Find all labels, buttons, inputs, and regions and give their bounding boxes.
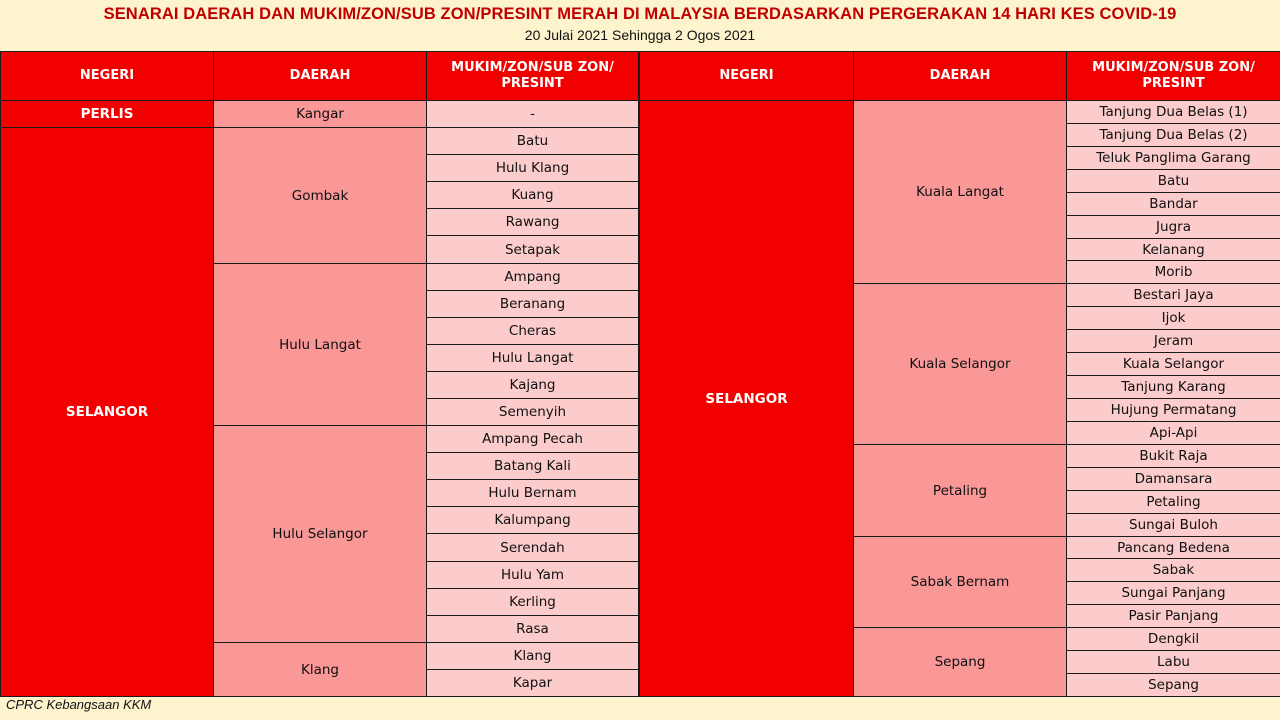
mukim-kalumpang: Kalumpang — [426, 506, 639, 534]
mukim-kuala-selangor: Kuala Selangor — [1066, 352, 1280, 376]
district-hulu-langat: Hulu Langat — [213, 263, 427, 426]
right-state-selangor: SELANGOR — [639, 100, 854, 697]
mukim-pancang-bedena: Pancang Bedena — [1066, 536, 1280, 559]
mukim-ampang-pecah: Ampang Pecah — [426, 425, 639, 453]
mukim-hujung-permatang: Hujung Permatang — [1066, 398, 1280, 422]
mukim-tanjung-dua-belas-1: Tanjung Dua Belas (1) — [1066, 100, 1280, 124]
right-header-daerah: DAERAH — [853, 51, 1067, 101]
district-kuala-selangor: Kuala Selangor — [853, 283, 1067, 445]
right-header-negeri: NEGERI — [639, 51, 854, 101]
page-title: SENARAI DAERAH DAN MUKIM/ZON/SUB ZON/PRESINT MERAH DI MALAYSIA BERDASARKAN PERGERAKAN 14 HARI KES COVID-19 — [103, 5, 1177, 23]
date-range: 20 Julai 2021 Sehingga 2 Ogos 2021 — [524, 27, 756, 43]
left-state-perlis: PERLIS — [0, 100, 214, 128]
mukim-kerling: Kerling — [426, 588, 639, 616]
mukim-hulu-bernam: Hulu Bernam — [426, 479, 639, 507]
left-header-mukim: MUKIM/ZON/SUB ZON/ PRESINT — [426, 51, 639, 101]
mukim-sabak: Sabak — [1066, 558, 1280, 582]
mukim-sungai-panjang: Sungai Panjang — [1066, 581, 1280, 605]
mukim-rawang: Rawang — [426, 208, 639, 236]
mukim-bukit-raja: Bukit Raja — [1066, 444, 1280, 468]
district-sepang: Sepang — [853, 627, 1067, 697]
district-kuala-langat: Kuala Langat — [853, 100, 1067, 284]
mukim-beranang: Beranang — [426, 290, 639, 318]
mukim-cheras: Cheras — [426, 317, 639, 345]
mukim-kajang: Kajang — [426, 371, 639, 399]
mukim-rasa: Rasa — [426, 615, 639, 643]
mukim-hulu-langat: Hulu Langat — [426, 344, 639, 372]
mukim-bandar: Bandar — [1066, 192, 1280, 216]
left-state-selangor: SELANGOR — [0, 127, 214, 697]
mukim-tanjung-karang: Tanjung Karang — [1066, 375, 1280, 399]
mukim-batu: Batu — [426, 127, 639, 155]
mukim-ijok: Ijok — [1066, 306, 1280, 330]
right-header-mukim: MUKIM/ZON/SUB ZON/ PRESINT — [1066, 51, 1280, 101]
page-header — [0, 0, 1280, 50]
district-kangar: Kangar — [213, 100, 427, 128]
district-hulu-selangor: Hulu Selangor — [213, 425, 427, 643]
mukim-batu: Batu — [1066, 169, 1280, 193]
mukim-tanjung-dua-belas-2: Tanjung Dua Belas (2) — [1066, 123, 1280, 147]
footer-source: CPRC Kebangsaan KKM — [6, 697, 152, 712]
mukim-ampang: Ampang — [426, 263, 639, 291]
mukim-klang: Klang — [426, 642, 639, 670]
mukim-sungai-buloh: Sungai Buloh — [1066, 513, 1280, 537]
mukim-jeram: Jeram — [1066, 329, 1280, 353]
mukim-teluk-panglima-garang: Teluk Panglima Garang — [1066, 146, 1280, 170]
mukim-hulu-yam: Hulu Yam — [426, 561, 639, 589]
red-zone-table — [0, 51, 1280, 696]
mukim-kuang: Kuang — [426, 181, 639, 209]
left-header-daerah: DAERAH — [213, 51, 427, 101]
mukim-semenyih: Semenyih — [426, 398, 639, 426]
mukim-none: - — [426, 100, 639, 128]
mukim-batang-kali: Batang Kali — [426, 452, 639, 480]
mukim-setapak: Setapak — [426, 235, 639, 264]
district-petaling: Petaling — [853, 444, 1067, 537]
mukim-damansara: Damansara — [1066, 467, 1280, 491]
district-gombak: Gombak — [213, 127, 427, 264]
district-klang: Klang — [213, 642, 427, 697]
mukim-hulu-klang: Hulu Klang — [426, 154, 639, 182]
mukim-kelanang: Kelanang — [1066, 238, 1280, 261]
mukim-petaling: Petaling — [1066, 490, 1280, 514]
district-sabak-bernam: Sabak Bernam — [853, 536, 1067, 628]
mukim-serendah: Serendah — [426, 533, 639, 562]
left-header-negeri: NEGERI — [0, 51, 214, 101]
mukim-jugra: Jugra — [1066, 215, 1280, 239]
mukim-kapar: Kapar — [426, 669, 639, 697]
mukim-sepang: Sepang — [1066, 673, 1280, 697]
mukim-pasir-panjang: Pasir Panjang — [1066, 604, 1280, 628]
mukim-api-api: Api-Api — [1066, 421, 1280, 445]
mukim-morib: Morib — [1066, 260, 1280, 284]
mukim-bestari-jaya: Bestari Jaya — [1066, 283, 1280, 307]
mukim-dengkil: Dengkil — [1066, 627, 1280, 651]
mukim-labu: Labu — [1066, 650, 1280, 674]
